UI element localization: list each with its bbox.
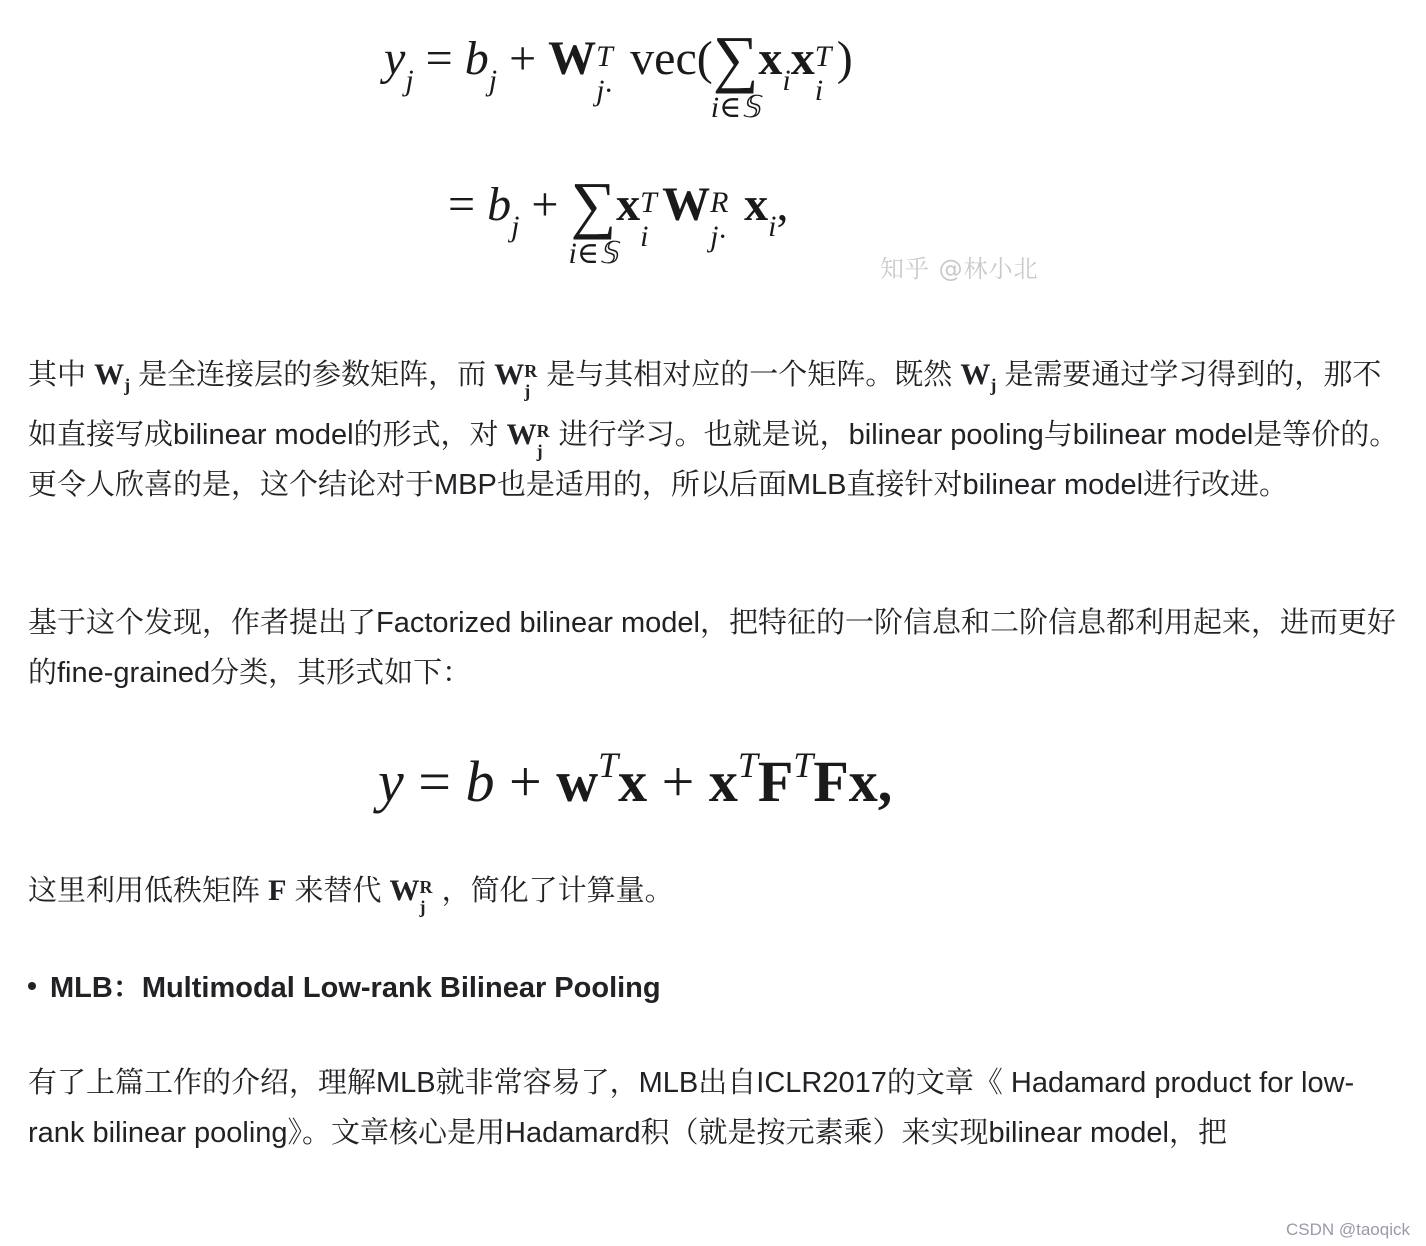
footer-watermark: CSDN @taoqick (1285, 1220, 1410, 1239)
bullet-dot-icon (28, 982, 36, 990)
eq-symbol: F (757, 749, 794, 814)
eq-symbol: + (509, 32, 537, 85)
eq-subscript: j (405, 64, 414, 97)
eq-symbol: + (494, 749, 557, 814)
eq-limit: i∈𝕊 (568, 237, 619, 270)
eq-symbol: x (616, 178, 641, 231)
paragraph-3: 这里利用低秩矩阵 F 来替代 W R j ，简化了计算量。 (28, 874, 674, 917)
eq-subscript: j (511, 210, 520, 243)
eq-subscript: i (768, 210, 777, 243)
eq-superscript: T (814, 40, 832, 73)
eq-symbol: W (548, 32, 597, 85)
eq-symbol: vec( (630, 32, 713, 85)
eq-symbol: x (758, 32, 783, 85)
inline-math-WjR: W R j (506, 418, 550, 461)
eq-symbol: + (531, 178, 559, 231)
eq-symbol: b (464, 32, 489, 85)
equation-factorized-bilinear (378, 745, 893, 815)
inline-math-Wj: $W_j$ (94, 358, 131, 395)
inline-math-F: F (268, 874, 287, 907)
eq-symbol: b (465, 749, 495, 814)
eq-superscript: T (598, 745, 619, 785)
inline-math-Wj: $W_j$ (960, 358, 997, 395)
sigma-symbol: ∑ i∈𝕊 (568, 169, 619, 270)
inline-math-WjR: W R j (389, 874, 433, 917)
paragraph-4: 有了上篇工作的介绍，理解MLB就非常容易了，MLB出自ICLR2017的文章《 Hadamard product for low-rank bilinear pooling》。文章核心是用Hadamard积（就是按元素乘）来实现bilinear model，把 (28, 1067, 1355, 1149)
eq-symbol: y (378, 749, 404, 814)
image-watermark: 知乎 @林小北 (880, 255, 1039, 283)
eq-symbol: x (744, 178, 769, 231)
eq-symbol: b (487, 178, 512, 231)
eq-symbol: x (618, 749, 648, 814)
eq-symbol: + (647, 749, 709, 814)
eq-subscript: i (782, 64, 791, 97)
inline-math-WjR: W R j (494, 358, 538, 401)
eq-symbol: ) (836, 32, 853, 85)
bullet-heading-mlb: MLB：Multimodal Low-rank Bilinear Pooling (28, 966, 661, 1010)
eq-superscript: T (793, 745, 814, 785)
eq-symbol: x (790, 32, 815, 85)
eq-symbol: = (448, 178, 476, 231)
eq-subscript: i (814, 74, 824, 107)
eq-subscript: j· (710, 220, 726, 253)
eq-limit: i∈𝕊 (710, 91, 761, 124)
eq-symbol: y (384, 32, 406, 85)
eq-superscript: T (737, 745, 758, 785)
eq-symbol: = (425, 32, 453, 85)
eq-subscript: j (488, 64, 498, 97)
eq-subscript: j· (596, 74, 612, 107)
paragraph-2: 基于这个发现，作者提出了Factorized bilinear model，把特征的一阶信息和二阶信息都利用起来，进而更好的fine-grained分类，其形式如下： (28, 607, 1396, 689)
eq-symbol: F (813, 749, 849, 814)
eq-superscript: T (596, 40, 613, 73)
eq-symbol: W (662, 178, 711, 231)
equation-line-2 (448, 168, 789, 270)
eq-symbol: x, (848, 749, 893, 814)
eq-symbol: = (403, 749, 466, 814)
equation-line-1 (384, 22, 853, 124)
sigma-symbol: ∑ i∈𝕊 (710, 23, 761, 124)
paragraph-1: 其中 $W_j$ 是全连接层的参数矩阵，而 W R j 是与其相对应的一个矩阵。既然 $W_j$ 是需要通过学习得到的，那不如直接写成bilinear model的形式，对 W R j 进行学习。也就是说，bilinear pooling与bilinear model是等价的。更令人欣喜的是，这个结论对于MBP也是适用的，所以后面MLB直接针对bilinear model进行改进。 (28, 358, 1399, 501)
eq-subscript: i (640, 220, 649, 253)
eq-symbol: x (708, 749, 738, 814)
eq-superscript: R (710, 186, 729, 219)
eq-symbol: , (776, 178, 789, 231)
eq-symbol: w (556, 749, 599, 814)
eq-superscript: T (640, 186, 657, 219)
